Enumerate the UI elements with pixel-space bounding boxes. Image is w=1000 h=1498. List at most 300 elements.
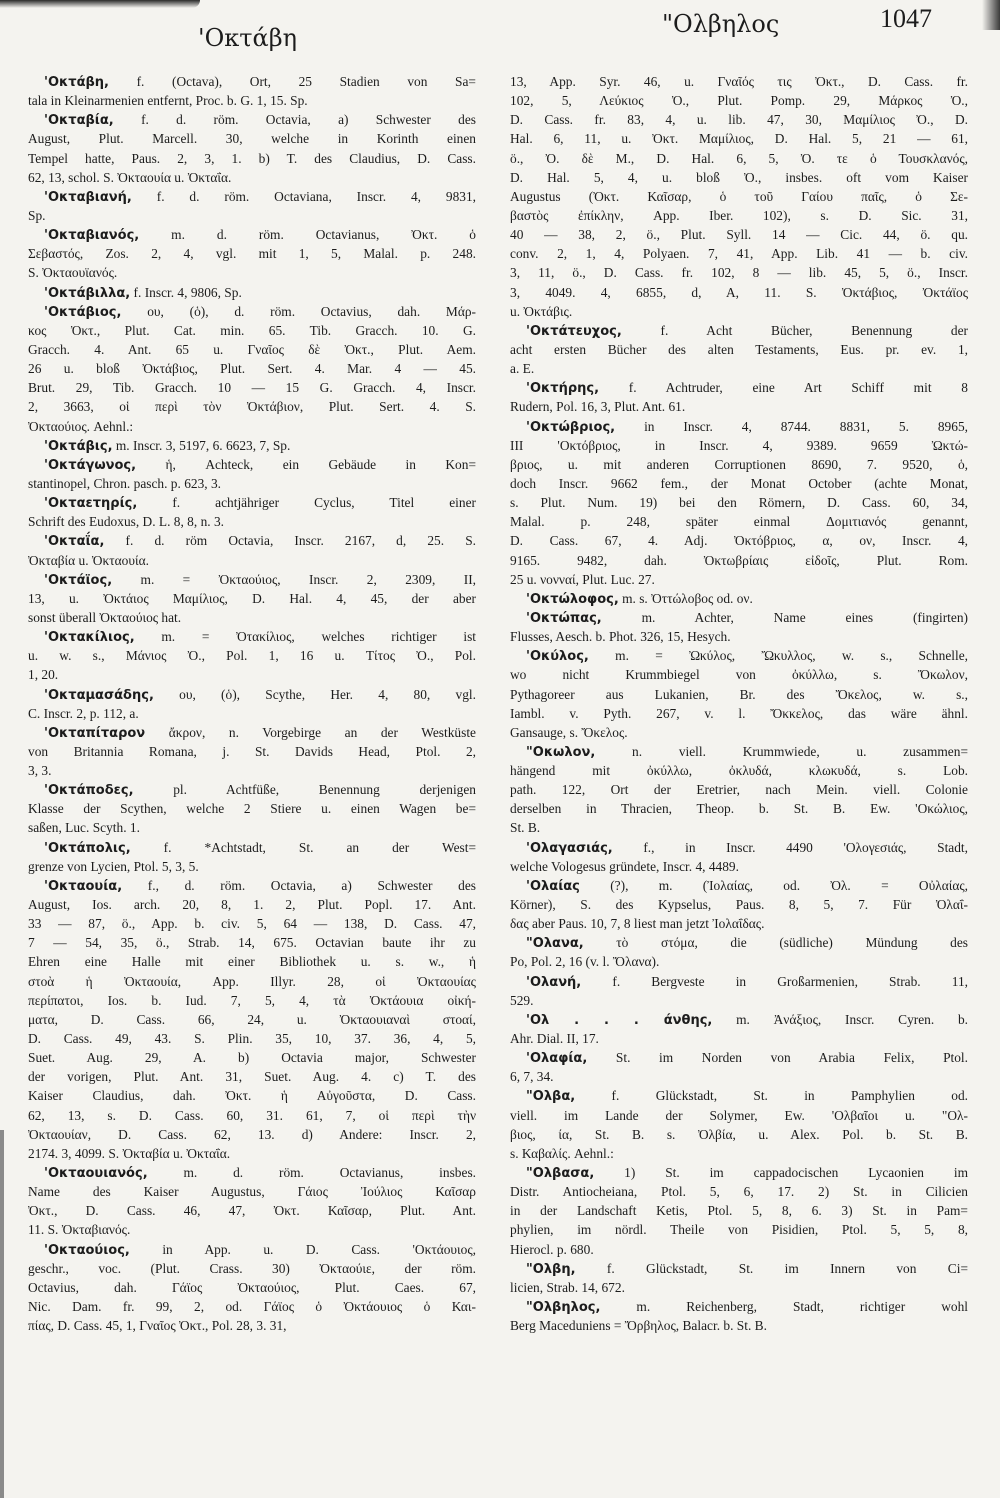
text-line: [28, 895, 476, 914]
left-column: [28, 72, 476, 1335]
entry-text: Malal. p. 248, später einmal Δομιτιανός genannt,: [510, 514, 968, 530]
entry-text: f. Inscr. 4, 9806, Sp.: [130, 284, 242, 300]
entry-text: Distr. Antiocheiana, Ptol. 5, 6, 17. 2) St. in Cilicien: [510, 1184, 968, 1200]
text-line: [510, 206, 968, 225]
entry-text: 3, 11, ö., D. Cass. fr. 102, 8 — lib. 45, 5, ö., Inscr.: [510, 265, 968, 281]
entry-text: m. Reichenberg, Stadt, richtiger wohl: [600, 1299, 968, 1314]
entry-line: [510, 972, 968, 991]
bottom-margin: [0, 1460, 1000, 1498]
entry-text: Ahr. Dial. II, 17.: [510, 1031, 599, 1047]
entry-line: [510, 1163, 968, 1182]
entry-text: Schrift des Eudoxus, D. L. 8, 8, n. 3.: [28, 514, 225, 530]
text-line: [510, 570, 968, 589]
entry-text: sonst überall Ὀκταούιος hat.: [28, 609, 182, 625]
text-line: [510, 263, 968, 282]
entry-line: [28, 780, 476, 799]
entry-text: m. = Ὠκύλος, Ὤκυλλος, w. s., Schnelle,: [588, 648, 968, 664]
entry-text: a. E.: [510, 361, 535, 377]
text-line: [510, 149, 968, 168]
text-line: [510, 110, 968, 129]
entry-headword: 'Οκταμασάδης,: [44, 687, 154, 703]
text-line: [28, 991, 476, 1010]
entry-text: acht ersten Bücher des alten Testaments, Eus. pr. ev. 1,: [510, 341, 968, 357]
entry-headword: 'Οκύλος,: [526, 649, 589, 665]
entry-headword: 'Οκτάβη,: [44, 75, 109, 90]
entry-text: conv. 2, 1, 4, Polyaen. 7, 41, App. Lib. 41 — b. civ.: [510, 246, 968, 262]
text-line: [28, 646, 476, 665]
text-line: [510, 723, 968, 742]
entry-text: βιος, ία, St. B. s. Ὀλβία, u. Alex. Pol. b. St. B.: [510, 1126, 968, 1142]
entry-text: Kaiser Claudius, dah. Ὀκτ. ἡ Αὐγοῦστα, D. Cass.: [28, 1088, 476, 1104]
entry-text: 11. S. Ὀκταβιανός.: [28, 1222, 131, 1238]
entry-text: πίας, D. Cass. 45, 1, Γναῖος Ὀκτ., Pol. 28, 3. 31,: [28, 1318, 287, 1334]
entry-line: [28, 627, 476, 646]
text-line: [28, 933, 476, 952]
entry-text: ἄκρον, n. Vorgebirge an der Westküste: [145, 724, 476, 740]
text-line: [28, 1297, 476, 1316]
entry-text: wo nicht Krummbiegel von ὀκύλλω, s. Ὄκωλον,: [510, 667, 968, 683]
entry-text: doch Inscr. 9662 fem., der Monat October (achte Monat,: [510, 475, 968, 491]
text-line: [510, 1029, 968, 1048]
entry-line: [510, 378, 968, 397]
entry-text: m. s. Ὀττώλοβος od. ον.: [618, 590, 753, 606]
entry-text: Pythagoreer aus Lukanien, Br. des Ὄκελος, w. s.,: [510, 686, 968, 702]
entry-text: Flusses, Aesch. b. Phot. 326, 15, Hesych.: [510, 629, 731, 645]
text-line: [510, 359, 968, 378]
text-line: [28, 474, 476, 493]
entry-text: f. (Octava), Ort, 25 Stadien von Sa=: [109, 74, 476, 89]
entry-text: f. Acht Bücher, Benennung der: [621, 322, 968, 338]
entry-text: geschr., voc. (Plut. Crass. 30) Ὀκταούιε, der röm.: [28, 1260, 476, 1276]
entry-text: f. d. röm. Octavia, a) Schwester des: [113, 112, 476, 128]
entry-headword: 'Οκτακίλιος,: [44, 630, 135, 646]
text-line: [28, 1144, 476, 1163]
entry-text: m. Inscr. 3, 5197, 6. 6623, 7, Sp.: [112, 437, 291, 453]
text-line: [510, 168, 968, 187]
text-line: [510, 665, 968, 684]
entry-headword: 'Οκταουία,: [44, 878, 123, 894]
entry-text: in der Landschaft Ketis, Ptol. 5, 8, 6. 3) St. in Pam=: [510, 1203, 968, 1219]
entry-text: 6, 7, 34.: [510, 1069, 554, 1085]
text-line: [510, 1201, 968, 1220]
entry-text: m. Achter, Name eines (fingirten): [601, 609, 968, 625]
entry-text: Hierocl. p. 680.: [510, 1241, 594, 1257]
entry-headword: 'Οκτάτευχος,: [526, 323, 622, 339]
entry-line: [28, 493, 476, 512]
entry-text: ματα, D. Cass. 66, 24, u. Ὀκταουιαναὶ στοαί,: [28, 1011, 476, 1027]
entry-text: grenze von Lycien, Ptol. 5, 3, 5.: [28, 858, 199, 874]
entry-text: 3, 4049. 4, 6855, d, A, 11. S. Ὀκτάβιος, Ὀκτάϊος: [510, 284, 968, 300]
text-line: [28, 359, 476, 378]
entry-line: [510, 838, 968, 857]
text-line: [28, 1201, 476, 1220]
text-line: [28, 1316, 476, 1335]
text-line: [510, 627, 968, 646]
text-line: [28, 206, 476, 225]
entry-text: 40 — 38, 2, ö., Plut. Syll. 14 — Cic. 44, ö. qu.: [510, 227, 968, 243]
entry-text: m. Ἀνάξιος, Inscr. Cyren. b.: [712, 1011, 968, 1027]
entry-line: [28, 110, 476, 129]
running-header: [0, 0, 1000, 58]
text-line: [510, 225, 968, 244]
entry-text: τὸ στόμα, die (südliche) Mündung des: [583, 935, 968, 951]
text-line: [510, 780, 968, 799]
entry-text: August, Plut. Marcell. 30, welche in Korinth einen: [28, 131, 476, 147]
entry-headword: 'Οκτάποδες,: [44, 783, 134, 799]
text-line: [510, 761, 968, 780]
entry-text: περίπατοι, Ios. b. Iud. 7, 5, 4, τὰ Ὀκτάουια οἰκή-: [28, 992, 476, 1008]
entry-text: u. w. s., Μάνιος Ὀ., Pol. 1, 16 u. Τίτος Ὀ., Pol.: [28, 648, 476, 664]
entry-line: [28, 570, 476, 589]
entry-line: [28, 723, 476, 742]
entry-text: 3, 3.: [28, 763, 52, 779]
entry-text: s. Καβαλίς. Aehnl.:: [510, 1145, 614, 1161]
entry-text: 7 — 54, 35, ö., Strab. 14, 675. Octavian baute ihr zu: [28, 935, 476, 951]
text-line: [28, 914, 476, 933]
entry-headword: 'Οκτάϊος,: [44, 572, 113, 588]
entry-text: n. viell. Krummwiede, u. zusammen=: [595, 743, 968, 759]
text-line: [510, 818, 968, 837]
text-line: [510, 952, 968, 971]
entry-headword: "Ολβασα,: [526, 1166, 595, 1182]
page-edge: [0, 1130, 4, 1498]
entry-headword: 'Οκταπίταρον: [44, 725, 146, 741]
entry-text: Σεβαστός, Zos. 2, 4, vgl. mit 1, 5, Malal. p. 248.: [28, 246, 476, 262]
entry-text: Ὀκταούιος. Aehnl.:: [28, 418, 134, 434]
entry-text: Gracch. 4. Ant. 65 u. Γναῖος δὲ Ὀκτ., Plut. Aem.: [28, 341, 476, 357]
entry-text: Rudern, Pol. 16, 3, Plut. Ant. 61.: [510, 399, 686, 415]
entry-text: Octavius, dah. Γάϊος Ὀκταούιος, Plut. Caes. 67,: [28, 1279, 476, 1295]
entry-headword: 'Οκτάγωνος,: [44, 457, 137, 473]
entry-line: [28, 455, 476, 474]
text-line: [510, 1106, 968, 1125]
entry-text: 13, u. Ὀκτάιος Μαμίλιος, D. Hal. 4, 45, der aber: [28, 590, 476, 606]
text-line: [28, 129, 476, 148]
entry-line: [510, 1259, 968, 1278]
text-line: [28, 1278, 476, 1297]
entry-line: [510, 1297, 968, 1316]
text-line: [510, 1144, 968, 1163]
entry-text: der vorigen, Plut. Ant. 31, Suet. Aug. 4. c) T. des: [28, 1069, 476, 1085]
text-line: [28, 1048, 476, 1067]
entry-headword: 'Οκταβία,: [44, 113, 114, 129]
entry-text: welche Vologesus gründete, Inscr. 4, 4489.: [510, 858, 739, 874]
text-line: [28, 321, 476, 340]
text-line: [510, 1182, 968, 1201]
entry-text: βριος, u. mit anderen Corruptionen 8690, 7. 9520, ὁ,: [510, 456, 968, 472]
entry-text: f. Bergveste in Großarmenien, Strab. 11,: [581, 973, 968, 989]
entry-text: κος Ὀκτ., Plut. Cat. min. 65. Tib. Gracch. 10. G.: [28, 322, 476, 338]
entry-line: [28, 1163, 476, 1182]
text-line: [28, 149, 476, 168]
entry-text: Ὀκταουίαν, D. Cass. 62, 13. d) Andere: Inscr. 2,: [28, 1126, 476, 1142]
text-line: [510, 244, 968, 263]
text-line: [510, 895, 968, 914]
page-number: 1047: [880, 4, 932, 33]
entry-line: [510, 646, 968, 665]
text-line: [28, 1029, 476, 1048]
entry-text: in Inscr. 4, 8744. 8831, 5. 8965,: [615, 418, 968, 434]
text-line: [510, 799, 968, 818]
entry-text: ου, (ὁ), Scythe, Her. 4, 80, vgl.: [153, 686, 476, 702]
text-line: [28, 397, 476, 416]
text-line: [510, 302, 968, 321]
entry-text: 25 u. νονναί, Plut. Luc. 27.: [510, 571, 655, 587]
entry-text: (?), m. (Ἰολαίας, od. Ὀλ. = Οὐλαίας,: [579, 877, 968, 893]
entry-text: 13, App. Syr. 46, u. Γναῖός τις Ὀκτ., D. Cass. fr.: [510, 74, 968, 89]
text-line: [510, 512, 968, 531]
entry-text: licien, Strab. 14, 672.: [510, 1279, 625, 1295]
text-line: [510, 1220, 968, 1239]
entry-headword: "Ολβη,: [526, 1261, 576, 1277]
entry-headword: 'Ολανή,: [526, 974, 582, 990]
entry-headword: 'Οκτώβριος,: [526, 419, 616, 435]
entry-text: tala in Kleinarmenien entfernt, Proc. b. G. 1, 15. Sp.: [28, 93, 308, 109]
entry-line: [510, 742, 968, 761]
entry-text: Name des Kaiser Augustus, Γάιος Ἰούλιος Καῖσαρ: [28, 1184, 476, 1200]
entry-text: 102, 5, Λεύκιος Ὀ., Plut. Pomp. 29, Μάρκος Ὀ.,: [510, 93, 968, 109]
entry-headword: 'Οκτάβιος,: [44, 304, 122, 320]
entry-text: D. Cass. 49, 43. S. Plin. 35, 10, 37. 36, 4, 5,: [28, 1031, 476, 1047]
entry-text: f. Glückstadt, St. im Innern von Ci=: [575, 1260, 968, 1276]
entry-text: f. achtjähriger Cyclus, Titel einer: [137, 495, 476, 511]
entry-line: [28, 531, 476, 550]
text-line: [28, 799, 476, 818]
text-line: [510, 551, 968, 570]
entry-line: [28, 302, 476, 321]
entry-text: 33 — 87, ö., App. b. civ. 5, 64 — 138, D. Cass. 47,: [28, 916, 476, 932]
entry-line: [28, 685, 476, 704]
text-line: [510, 493, 968, 512]
entry-headword: 'Οκτώπας,: [526, 610, 602, 626]
text-line: [28, 608, 476, 627]
entry-text: D. Hal. 5, 4, u. bloß Ὀ., insbes. oft vom Kaiser: [510, 169, 968, 185]
entry-text: f. Achtruder, eine Art Schiff mit 8: [599, 380, 968, 396]
entry-line: [28, 225, 476, 244]
right-column: [510, 72, 968, 1335]
entry-text: ö., Ὀ. δὲ Μ., D. Hal. 6, 5, Ὀ. τε ὁ Τουσκλανός,: [510, 150, 968, 166]
entry-headword: 'Οκταΐα,: [44, 534, 105, 550]
entry-text: phylien, im nördl. Theile von Pisidien, Ptol. 5, 5, 8,: [510, 1222, 968, 1238]
entry-line: [510, 608, 968, 627]
entry-text: 62, 13, schol. S. Ὀκταουία u. Ὀκταΐα.: [28, 169, 232, 185]
text-line: [510, 1067, 968, 1086]
entry-text: f. d. röm Octavia, Inscr. 2167, d, 25. S.: [104, 533, 476, 549]
entry-line: [510, 1048, 968, 1067]
entry-text: u. Ὀκτάβις.: [510, 303, 573, 319]
text-line: [28, 665, 476, 684]
entry-text: Berg Maceduniens = Ὄρβηλος, Balacr. b. St. B.: [510, 1318, 767, 1334]
entry-text: f., d. röm. Octavia, a) Schwester des: [122, 877, 476, 893]
entry-text: in App. u. D. Cass. 'Οκτάουιος,: [129, 1241, 476, 1257]
entry-text: hängend mit ὀκύλλω, ὀκλυδά, κλωκυδά, s. Lob.: [510, 763, 968, 779]
entry-headword: 'Ολ . . . άνθης,: [526, 1012, 713, 1028]
entry-text: August, Ios. arch. 20, 8, 1. 2, Plut. Popl. 17. Ant.: [28, 897, 476, 913]
entry-text: Ὀκταβία u. Ὀκταουία.: [28, 552, 149, 568]
entry-line: [28, 876, 476, 895]
entry-line: [28, 283, 476, 302]
text-line: [510, 474, 968, 493]
entry-text: 1, 20.: [28, 667, 59, 683]
text-line: [28, 1182, 476, 1201]
text-line: [28, 244, 476, 263]
entry-text: m. d. röm. Octavianus, insbes.: [147, 1165, 476, 1181]
text-line: [28, 704, 476, 723]
entry-line: [510, 933, 968, 952]
entry-line: [28, 1240, 476, 1259]
text-line: [28, 1010, 476, 1029]
text-line: [28, 857, 476, 876]
entry-text: m. = Ὀκταούιος, Inscr. 2, 2309, II,: [112, 571, 476, 587]
text-line: [510, 857, 968, 876]
entry-text: Hal. 6, 11, u. Ὀκτ. Μαμίλιος, D. Hal. 5, 21 — 61,: [510, 131, 968, 147]
entry-text: 2174. 3, 4099. S. Ὀκταβία u. Ὀκταΐα.: [28, 1145, 231, 1161]
entry-text: S. Ὀκταουϊανός.: [28, 265, 118, 281]
entry-text: Gansauge, s. Ὄκελος.: [510, 724, 628, 740]
text-line: [28, 952, 476, 971]
entry-text: f., in Inscr. 4490 'Ολογεσιάς, Stadt,: [612, 839, 968, 855]
entry-text: ἡ, Achteck, ein Gebäude in Kon=: [136, 456, 476, 472]
entry-text: 26 u. bloß Ὀκτάβιος, Plut. Sert. 4. Mar. 4 — 45.: [28, 361, 476, 377]
entry-headword: 'Οκταούιος,: [44, 1242, 130, 1258]
entry-text: f. d. röm. Octaviana, Inscr. 4, 9831,: [131, 188, 476, 204]
entry-headword: 'Οκτάβις,: [44, 438, 113, 454]
text-line: [28, 818, 476, 837]
text-line: [28, 1125, 476, 1144]
text-line: [510, 1240, 968, 1259]
entry-line: [28, 838, 476, 857]
entry-text: III 'Οκτόβριος, in Inscr. 4, 9389. 9659 Ὠκτώ-: [510, 437, 968, 453]
entry-text: s. Plut. Num. 19) bei den Römern, D. Cass. 60, 34,: [510, 495, 968, 511]
entry-headword: 'Ολαίας: [526, 878, 580, 894]
entry-text: m. d. röm. Octavianus, Ὀκτ. ὁ: [139, 227, 476, 243]
text-line: [28, 91, 476, 110]
entry-text: pl. Achtfüße, Benennung derjenigen: [133, 782, 476, 798]
text-line: [28, 972, 476, 991]
text-line: [28, 1067, 476, 1086]
text-line: [510, 397, 968, 416]
entry-text: 9165. 9482, dah. Ὀκτωβρίαις εἰδοῖς, Plut. Rom.: [510, 552, 968, 568]
entry-text: 62, 13, s. D. Cass. 60, 31. 61, 7, οἱ περὶ τὴν: [28, 1107, 476, 1123]
entry-text: D. Cass. fr. 83, 4, u. lib. 47, 30, Μαμίλιος Ὀ., D.: [510, 112, 968, 128]
text-line: [510, 704, 968, 723]
text-line: [510, 91, 968, 110]
entry-headword: 'Οκταετηρίς,: [44, 496, 138, 512]
guide-word-left: 'Οκτάβη: [198, 24, 298, 52]
guide-word-right: "Ολβηλος: [662, 10, 780, 38]
entry-text: von Britannia Romana, j. St. Davids Head, Ptol. 2,: [28, 743, 476, 759]
text-line: [28, 417, 476, 436]
entry-text: ου, (ὁ), d. röm. Octavius, dah. Μάρ-: [121, 303, 476, 319]
entry-text: 2, 3663, οἱ περὶ τὸν Ὀκτάβιον, Plut. Sert. 4. S.: [28, 399, 476, 415]
entry-text: δας aber Paus. 10, 7, 8 liest man jetzt Ἰολαΐδας.: [510, 916, 765, 932]
entry-headword: 'Οκτήρης,: [526, 381, 600, 397]
text-line: [510, 914, 968, 933]
entry-text: path. 122, Ort der Eretrier, nach Mein. viell. Colonie: [510, 782, 968, 798]
entry-headword: 'Οκτάβιλλα,: [44, 285, 131, 301]
entry-line: [510, 417, 968, 436]
entry-line: [510, 1010, 968, 1029]
entry-headword: 'Οκτάπολις,: [44, 840, 131, 856]
entry-text: m. = Ὀτακίλιος, welches richtiger ist: [134, 629, 476, 645]
entry-text: stantinopel, Chron. pasch. p. 623, 3.: [28, 475, 222, 491]
entry-text: 529.: [510, 992, 534, 1008]
entry-line: [510, 321, 968, 340]
entry-text: Po, Pol. 2, 16 (v. l. Ὄλανα).: [510, 954, 660, 970]
entry-text: St. B.: [510, 820, 541, 836]
entry-text: D. Cass. 67, 4. Adj. Ὀκτόβριος, α, ον, Inscr. 4,: [510, 533, 968, 549]
entry-headword: 'Ολαφία,: [526, 1051, 588, 1067]
text-line: [28, 761, 476, 780]
entry-headword: 'Οκταουιανός,: [44, 1166, 148, 1182]
entry-text: Ehren eine Halle mit einer Bibliothek u. s. w., ἡ: [28, 954, 476, 970]
text-line: [510, 283, 968, 302]
entry-text: St. im Norden von Arabia Felix, Ptol.: [587, 1050, 968, 1066]
text-line: [28, 1220, 476, 1239]
entry-text: Augustus (Ὀκτ. Καῖσαρ, ὁ τοῦ Γαίου παῖς, ὁ Σε-: [510, 188, 968, 204]
text-line: [510, 129, 968, 148]
entry-text: Sp.: [28, 207, 46, 223]
entry-text: στοὰ ἡ Ὀκταουία, App. Illyr. 28, οἱ Ὀκταουίας: [28, 973, 476, 989]
text-line: [510, 685, 968, 704]
text-line: [28, 589, 476, 608]
entry-headword: "Οκωλον,: [526, 744, 596, 760]
entry-line: [510, 876, 968, 895]
entry-text: βαστὸς ἐπίκλην, App. Iber. 102), s. D. Sic. 31,: [510, 207, 968, 223]
text-line: [28, 551, 476, 570]
text-line: [510, 455, 968, 474]
entry-headword: 'Οκταβιανή,: [44, 189, 132, 205]
text-line: [28, 742, 476, 761]
text-line: [510, 436, 968, 455]
entry-text: saßen, Luc. Scyth. 1.: [28, 820, 140, 836]
entry-line: [28, 436, 476, 455]
entry-headword: "Ολβηλος,: [526, 1300, 601, 1315]
entry-headword: 'Οκταβιανός,: [44, 228, 140, 244]
entry-headword: "Ολβα,: [526, 1089, 576, 1105]
text-line: [510, 1316, 968, 1335]
text-line: [28, 340, 476, 359]
entry-line: [28, 72, 476, 91]
entry-text: viell. im Lande der Solymer, Ew. 'Ολβαῖοι u. "Ολ-: [510, 1107, 968, 1123]
text-line: [510, 1125, 968, 1144]
entry-text: f. Glückstadt, St. in Pamphylien od.: [575, 1088, 968, 1104]
entry-text: f. *Achtstadt, St. an der West=: [130, 839, 476, 855]
entry-text: C. Inscr. 2, p. 112, a.: [28, 705, 139, 721]
text-line: [28, 1259, 476, 1278]
entry-line: [510, 1086, 968, 1105]
entry-text: derselben in Thracien, Theop. b. St. B. Ew. 'Οκώλιος,: [510, 801, 968, 817]
text-line: [28, 512, 476, 531]
entry-text: Ὀκτ., D. Cass. 46, 47, Ὀκτ. Καῖσαρ, Plut. Ant.: [28, 1203, 476, 1219]
text-line: [28, 378, 476, 397]
entry-line: [28, 187, 476, 206]
text-line: [510, 187, 968, 206]
text-line: [28, 1106, 476, 1125]
entry-text: Tempel hatte, Paus. 2, 3, 1. b) T. des Claudius, D. Cass.: [28, 150, 476, 166]
entry-text: Nic. Dam. fr. 99, 2, od. Γάϊος ὁ Ὀκτάουιος ὁ Και-: [28, 1299, 476, 1314]
entry-headword: 'Ολαγασιάς,: [526, 840, 613, 856]
entry-text: Brut. 29, Tib. Gracch. 10 — 15 G. Gracch. 4, Inscr.: [28, 380, 476, 396]
entry-text: Körner), S. des Kypselus, Paus. 8, 5, 7. Für Ὀλαΐ-: [510, 897, 968, 913]
text-line: [510, 340, 968, 359]
text-line: [510, 72, 968, 91]
text-line: [28, 263, 476, 282]
entry-line: [510, 589, 968, 608]
entry-text: Suet. Aug. 29, A. b) Octavia major, Schwester: [28, 1050, 476, 1066]
entry-headword: "Ολανα,: [526, 936, 584, 952]
entry-text: Klasse der Scythen, welche 2 Stiere u. einen Wagen be=: [28, 801, 476, 817]
